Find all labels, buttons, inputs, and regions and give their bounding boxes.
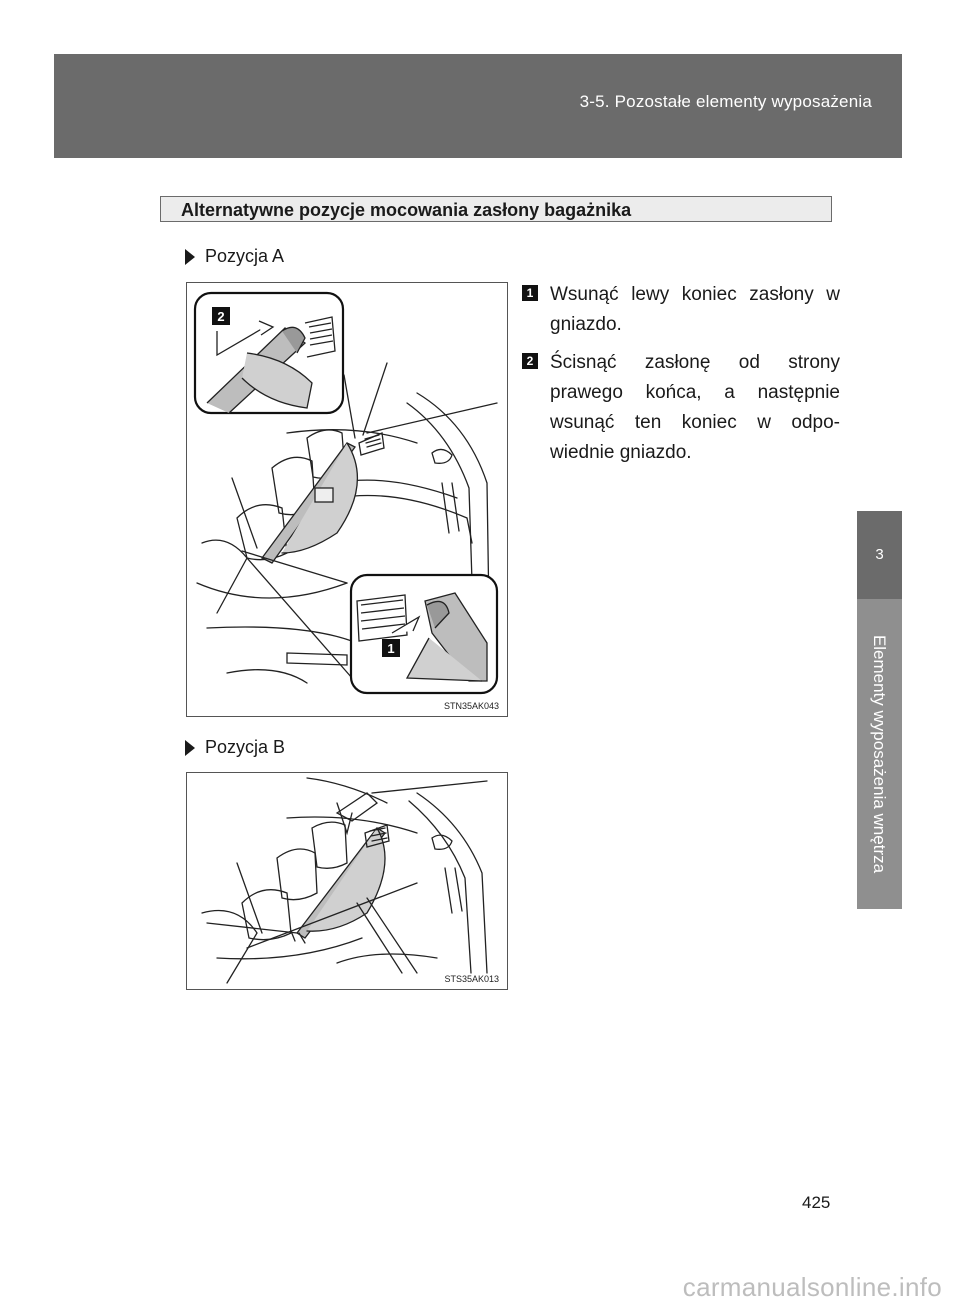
chapter-tab-number[interactable]: 3 (857, 511, 902, 599)
section-heading: Alternatywne pozycje mocowania zasłony bagażnika (160, 196, 832, 222)
figure-position-a (186, 282, 508, 717)
figure-a-code: STN35AK043 (443, 701, 499, 711)
chapter-header-title: 3-5. Pozostałe elementy wyposażenia (579, 92, 872, 111)
cargo-cover-illustration-a (187, 283, 507, 716)
page-number: 425 (802, 1193, 831, 1212)
chapter-tab-label: Elementy wyposażenia wnętrza (870, 634, 889, 874)
inset-detail-top (195, 293, 343, 413)
position-a-label (185, 246, 284, 267)
site-watermark: carmanualsonline.info (682, 1272, 942, 1302)
step-text: Wsunąć lewy koniec zasłony w gniazdo. (550, 284, 840, 335)
position-b-label (185, 737, 285, 758)
step-item (522, 348, 840, 468)
instruction-steps (522, 280, 840, 476)
figure-b-code: STS35AK013 (444, 974, 499, 984)
step-number-badge: 1 (522, 285, 538, 301)
callout-2-badge: 2 (217, 309, 225, 324)
callout-1-badge: 1 (387, 641, 395, 656)
step-text: Ścisnąć zasłonę od strony prawego końca, a następnie wsunąć ten koniec w odpo-wiednie gniazdo. (550, 352, 840, 463)
bullet-triangle-icon (185, 249, 195, 265)
position-b-text: Pozycja B (205, 737, 286, 757)
figure-position-b (186, 772, 508, 990)
chapter-tab[interactable] (857, 599, 902, 909)
step-item (522, 280, 840, 340)
chapter-header (54, 54, 902, 158)
cargo-cover-illustration-b (187, 773, 507, 989)
inset-detail-bottom (351, 575, 497, 693)
bullet-triangle-icon (185, 740, 195, 756)
step-number-badge: 2 (522, 353, 538, 369)
position-a-text: Pozycja A (205, 246, 285, 266)
